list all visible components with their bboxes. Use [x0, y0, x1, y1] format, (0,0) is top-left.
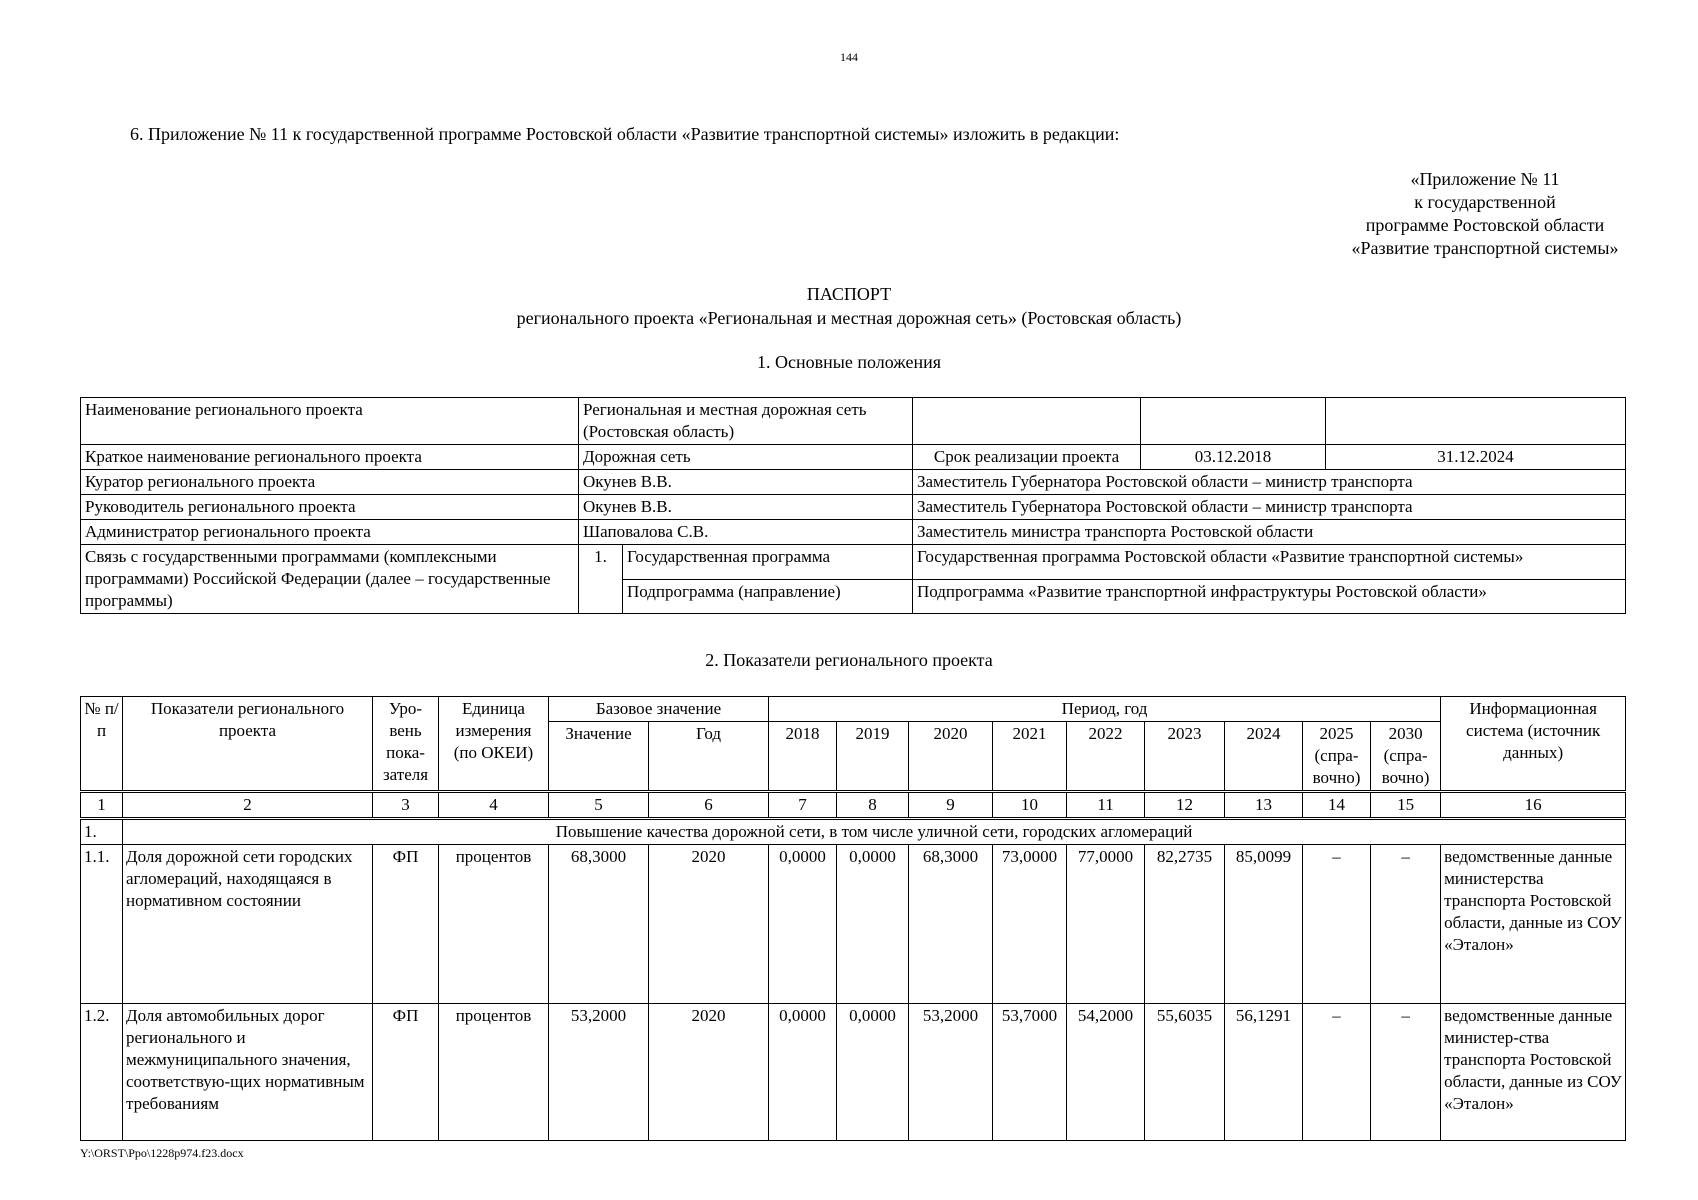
intro-paragraph: 6. Приложение № 11 к государственной программе Ростовской области «Развитие транспортной системы» изложить в редакции: — [130, 124, 1120, 144]
column-number: 11 — [1067, 792, 1145, 819]
term-end: 31.12.2024 — [1326, 445, 1626, 470]
indicators-table — [80, 696, 1626, 1141]
column-number: 14 — [1303, 792, 1371, 819]
column-number: 13 — [1225, 792, 1303, 819]
appendix-line: к государственной — [1414, 192, 1556, 212]
row-value: 54,2000 — [1067, 1004, 1145, 1141]
row-value: – — [1303, 1004, 1371, 1141]
table-row — [81, 1004, 1626, 1141]
section-2-title: 2. Показатели регионального проекта — [705, 650, 993, 670]
row-value: 56,1291 — [1225, 1004, 1303, 1141]
section-1-title: 1. Основные положения — [757, 352, 941, 372]
row-value: 0,0000 — [769, 845, 837, 1004]
appendix-header — [1290, 168, 1680, 260]
column-number: 12 — [1145, 792, 1225, 819]
column-number: 8 — [837, 792, 909, 819]
empty-cell — [1326, 398, 1626, 445]
header-year: 2023 — [1145, 722, 1225, 792]
table-row — [81, 845, 1626, 1004]
row-source: ведомственные данные министерства транспорта Ростовской области, данные из СОУ «Эталон» — [1441, 845, 1626, 1004]
row-position: Заместитель Губернатора Ростовской области – министр транспорта — [913, 470, 1626, 495]
header-base-value: Значение — [549, 722, 649, 792]
row-value: 85,0099 — [1225, 845, 1303, 1004]
row-source: ведомственные данные министер-ства транспорта Ростовской области, данные из СОУ «Эталон» — [1441, 1004, 1626, 1141]
header-num: № п/п — [81, 697, 123, 792]
row-unit: процентов — [439, 1004, 549, 1141]
table-row — [81, 520, 1626, 545]
row-value: – — [1303, 845, 1371, 1004]
row-label: Наименование регионального проекта — [81, 398, 579, 445]
link-sub-value: Подпрограмма «Развитие транспортной инфраструктуры Ростовской области» — [913, 579, 1626, 614]
header-year: 2019 — [837, 722, 909, 792]
column-number: 7 — [769, 792, 837, 819]
row-indicator: Доля автомобильных дорог регионального и межмуниципального значения, соответствую-щих нормативным требованиям — [123, 1004, 373, 1141]
row-value: 82,2735 — [1145, 845, 1225, 1004]
row-unit: процентов — [439, 845, 549, 1004]
row-value: – — [1371, 1004, 1441, 1141]
header-indicator: Показатели регионального проекта — [123, 697, 373, 792]
row-value: Региональная и местная дорожная сеть (Ростовская область) — [579, 398, 913, 445]
row-value: – — [1371, 845, 1441, 1004]
header-year: 2022 — [1067, 722, 1145, 792]
row-label: Краткое наименование регионального проекта — [81, 445, 579, 470]
link-program-value: Государственная программа Ростовской области «Развитие транспортной системы» — [913, 545, 1626, 580]
row-num: 1.2. — [81, 1004, 123, 1141]
row-label: Связь с государственными программами (комплексными программами) Российской Федерации (далее – государственные программы) — [81, 545, 579, 614]
row-value: 53,2000 — [909, 1004, 993, 1141]
row-indicator: Доля дорожной сети городских агломераций, находящаяся в нормативном состоянии — [123, 845, 373, 1004]
row-value: 77,0000 — [1067, 845, 1145, 1004]
appendix-line: «Приложение № 11 — [1410, 169, 1560, 189]
row-label: Руководитель регионального проекта — [81, 495, 579, 520]
row-value: 73,0000 — [993, 845, 1067, 1004]
column-number: 16 — [1441, 792, 1626, 819]
column-number: 1 — [81, 792, 123, 819]
passport-subtitle: регионального проекта «Региональная и местная дорожная сеть» (Ростовская область) — [516, 308, 1182, 328]
appendix-line: программе Ростовской области — [1365, 215, 1605, 235]
row-level: ФП — [373, 1004, 439, 1141]
table-row — [81, 545, 1626, 580]
row-position: Заместитель Губернатора Ростовской области – министр транспорта — [913, 495, 1626, 520]
header-year: 2020 — [909, 722, 993, 792]
table-row — [81, 495, 1626, 520]
row-value: 53,7000 — [993, 1004, 1067, 1141]
row-label: Администратор регионального проекта — [81, 520, 579, 545]
column-number-row — [81, 792, 1626, 819]
term-label: Срок реализации проекта — [913, 445, 1141, 470]
header-level: Уро-вень пока-зателя — [373, 697, 439, 792]
table-row — [81, 470, 1626, 495]
header-unit: Единица измерения (по ОКЕИ) — [439, 697, 549, 792]
passport-title-block — [0, 282, 1698, 330]
row-value: Дорожная сеть — [579, 445, 913, 470]
header-year: 2030 (спра-вочно) — [1371, 722, 1441, 792]
header-info: Информационная система (источник данных) — [1441, 697, 1626, 792]
row-value: Окунев В.В. — [579, 495, 913, 520]
header-base-year: Год — [649, 722, 769, 792]
row-value: Шаповалова С.В. — [579, 520, 913, 545]
column-number: 6 — [649, 792, 769, 819]
row-value: 0,0000 — [837, 1004, 909, 1141]
header-year: 2018 — [769, 722, 837, 792]
passport-title: ПАСПОРТ — [806, 284, 892, 304]
basic-provisions-table — [80, 397, 1626, 614]
header-year: 2021 — [993, 722, 1067, 792]
link-sub-label: Подпрограмма (направление) — [623, 579, 913, 614]
row-value: 55,6035 — [1145, 1004, 1225, 1141]
row-value: Окунев В.В. — [579, 470, 913, 495]
row-base-year: 2020 — [649, 845, 769, 1004]
column-number: 3 — [373, 792, 439, 819]
header-period: Период, год — [769, 697, 1441, 722]
row-base-year: 2020 — [649, 1004, 769, 1141]
group-row — [81, 819, 1626, 845]
row-base-value: 53,2000 — [549, 1004, 649, 1141]
row-label: Куратор регионального проекта — [81, 470, 579, 495]
appendix-line: «Развитие транспортной системы» — [1351, 238, 1619, 258]
row-value: 0,0000 — [769, 1004, 837, 1141]
table-row — [81, 445, 1626, 470]
page-number: 144 — [840, 50, 858, 64]
header-row — [81, 697, 1626, 722]
empty-cell — [913, 398, 1141, 445]
header-year: 2025 (спра-вочно) — [1303, 722, 1371, 792]
column-number: 5 — [549, 792, 649, 819]
row-base-value: 68,3000 — [549, 845, 649, 1004]
row-value: 0,0000 — [837, 845, 909, 1004]
row-num: 1.1. — [81, 845, 123, 1004]
column-number: 9 — [909, 792, 993, 819]
link-number: 1. — [579, 545, 623, 614]
row-value: 68,3000 — [909, 845, 993, 1004]
header-year: 2024 — [1225, 722, 1303, 792]
row-position: Заместитель министра транспорта Ростовской области — [913, 520, 1626, 545]
group-number: 1. — [81, 819, 123, 845]
column-number: 15 — [1371, 792, 1441, 819]
row-level: ФП — [373, 845, 439, 1004]
table-row — [81, 398, 1626, 445]
group-title: Повышение качества дорожной сети, в том числе уличной сети, городских агломераций — [123, 819, 1626, 845]
empty-cell — [1141, 398, 1326, 445]
file-path-footer: Y:\ORST\Ppo\1228p974.f23.docx — [80, 1146, 244, 1160]
header-base: Базовое значение — [549, 697, 769, 722]
term-start: 03.12.2018 — [1141, 445, 1326, 470]
column-number: 10 — [993, 792, 1067, 819]
link-program-label: Государственная программа — [623, 545, 913, 580]
column-number: 4 — [439, 792, 549, 819]
column-number: 2 — [123, 792, 373, 819]
